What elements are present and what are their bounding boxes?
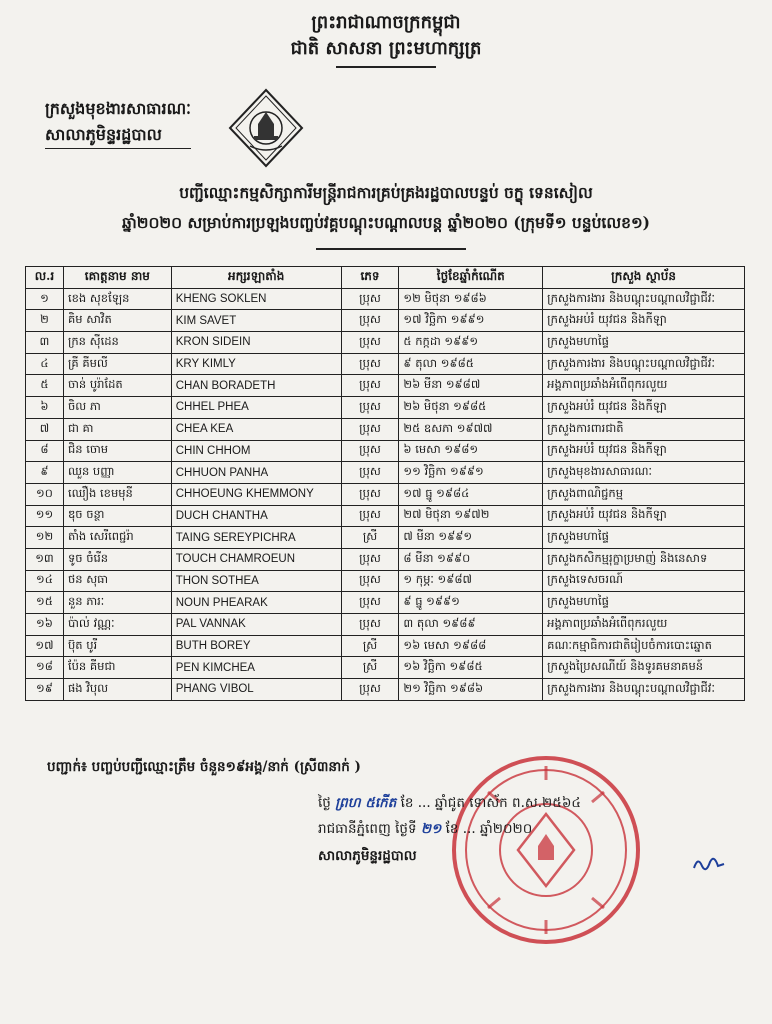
table-row bbox=[26, 614, 745, 636]
gender-cell: ប្រុស bbox=[341, 679, 399, 701]
table-row bbox=[26, 527, 745, 549]
row-number-cell: ៧ bbox=[26, 418, 64, 440]
birthdate-cell: ១៧ ធ្នូ ១៩៨៤ bbox=[399, 483, 543, 505]
latin-name-cell: NOUN PHEARAK bbox=[171, 592, 341, 614]
lunar-date-rest: ខែ ... ឆ្នាំជូត ទោស័ក ព.ស.២៥៦៤ bbox=[400, 795, 581, 811]
table-row bbox=[26, 310, 745, 332]
latin-name-cell: CHIN CHHOM bbox=[171, 440, 341, 462]
gender-cell: ប្រុស bbox=[341, 353, 399, 375]
row-number-cell: ៤ bbox=[26, 353, 64, 375]
birthdate-cell: ៧ មីនា ១៩៩១ bbox=[399, 527, 543, 549]
birthdate-cell: ៣ តុលា ១៩៨៩ bbox=[399, 614, 543, 636]
ministry-cell: ក្រសួងមហាផ្ទៃ bbox=[543, 592, 745, 614]
row-number-cell: ២ bbox=[26, 310, 64, 332]
khmer-name-cell: ចិល ភា bbox=[63, 397, 171, 419]
row-number-cell: ៦ bbox=[26, 397, 64, 419]
gender-cell: ស្រី bbox=[341, 635, 399, 657]
title-divider bbox=[316, 248, 466, 250]
table-row bbox=[26, 592, 745, 614]
latin-name-cell: CHHOEUNG KHEMMONY bbox=[171, 483, 341, 505]
row-number-cell: ១៧ bbox=[26, 635, 64, 657]
row-number-cell: ១៤ bbox=[26, 570, 64, 592]
ministry-cell: ក្រសួងការងារ និងបណ្តុះបណ្តាលវិជ្ជាជីវៈ bbox=[543, 288, 745, 310]
lunar-date-line bbox=[318, 794, 581, 814]
lunar-date-label: ថ្ងៃ bbox=[318, 795, 331, 811]
gender-cell: ប្រុស bbox=[341, 592, 399, 614]
ministry-cell: ក្រសួងពាណិជ្ជកម្ម bbox=[543, 483, 745, 505]
signatory-institution: សាលាភូមិន្ទរដ្ឋបាល bbox=[318, 848, 417, 864]
birthdate-cell: ២១ វិច្ឆិកា ១៩៨៦ bbox=[399, 679, 543, 701]
latin-name-cell: TOUCH CHAMROEUN bbox=[171, 548, 341, 570]
gender-cell: ប្រុស bbox=[341, 440, 399, 462]
birthdate-cell: ៩ តុលា ១៩៨៥ bbox=[399, 353, 543, 375]
latin-name-cell: KHENG SOKLEN bbox=[171, 288, 341, 310]
khmer-name-cell: ថន សុធា bbox=[63, 570, 171, 592]
gender-cell: ប្រុស bbox=[341, 288, 399, 310]
latin-name-cell: TAING SEREYPICHRA bbox=[171, 527, 341, 549]
khmer-name-cell: ឈឿង ខេមមុនី bbox=[63, 483, 171, 505]
khmer-name-cell: ខេង សុខឡែន bbox=[63, 288, 171, 310]
khmer-name-cell: ឈួន បញ្ញា bbox=[63, 462, 171, 484]
khmer-name-cell: ផង វិបុល bbox=[63, 679, 171, 701]
latin-name-cell: DUCH CHANTHA bbox=[171, 505, 341, 527]
ministry-cell: ក្រសួងមហាផ្ទៃ bbox=[543, 527, 745, 549]
gender-cell: ប្រុស bbox=[341, 418, 399, 440]
latin-name-cell: CHHUON PANHA bbox=[171, 462, 341, 484]
table-row bbox=[26, 505, 745, 527]
khmer-name-cell: ប៊ុត បូរី bbox=[63, 635, 171, 657]
table-body bbox=[26, 288, 745, 700]
ministry-cell: អង្គភាពប្រឆាំងអំពើពុករលួយ bbox=[543, 614, 745, 636]
latin-name-cell: KIM SAVET bbox=[171, 310, 341, 332]
latin-name-cell: CHEA KEA bbox=[171, 418, 341, 440]
khmer-name-cell: គិម សាវិត bbox=[63, 310, 171, 332]
khmer-name-cell: នួន ភារៈ bbox=[63, 592, 171, 614]
ministry-cell: ក្រសួងការងារ និងបណ្តុះបណ្តាលវិជ្ជាជីវៈ bbox=[543, 679, 745, 701]
khmer-name-cell: ទូច ចំរើន bbox=[63, 548, 171, 570]
col-header-latin-name: អក្សរឡាតាំង bbox=[171, 267, 341, 289]
birthdate-cell: ១១ វិច្ឆិកា ១៩៩១ bbox=[399, 462, 543, 484]
trainee-table bbox=[25, 266, 745, 701]
row-number-cell: ១១ bbox=[26, 505, 64, 527]
row-number-cell: ៣ bbox=[26, 332, 64, 354]
table-row bbox=[26, 548, 745, 570]
table-row bbox=[26, 570, 745, 592]
gender-cell: ប្រុស bbox=[341, 462, 399, 484]
birthdate-cell: ៩ ធ្នូ ១៩៩១ bbox=[399, 592, 543, 614]
ministry-cell: ក្រសួងអប់រំ យុវជន និងកីឡា bbox=[543, 440, 745, 462]
col-header-khmer-name: គោត្តនាម នាម bbox=[63, 267, 171, 289]
issuing-authority bbox=[45, 96, 191, 149]
row-number-cell: ១២ bbox=[26, 527, 64, 549]
col-header-number: ល.រ bbox=[26, 267, 64, 289]
khmer-name-cell: ឌុច ចន្ថា bbox=[63, 505, 171, 527]
latin-name-cell: PHANG VIBOL bbox=[171, 679, 341, 701]
khmer-name-cell: ប៉ែន គីមជា bbox=[63, 657, 171, 679]
table-row bbox=[26, 440, 745, 462]
khmer-name-cell: តាំង សេរីពេជ្ជរ៉ា bbox=[63, 527, 171, 549]
table-header-row bbox=[26, 267, 745, 289]
solar-date-rest: ខែ ... ឆ្នាំ២០២០ bbox=[445, 821, 533, 837]
gender-cell: ស្រី bbox=[341, 527, 399, 549]
row-number-cell: ១៦ bbox=[26, 614, 64, 636]
ministry-cell: ក្រសួងមុខងារសាធារណៈ bbox=[543, 462, 745, 484]
row-number-cell: ៨ bbox=[26, 440, 64, 462]
ministry-name: ក្រសួងមុខងារសាធារណៈ bbox=[45, 99, 191, 118]
list-note: បញ្ជាក់៖ បញ្ចប់បញ្ជីឈ្មោះត្រឹម ចំនួន១៩អង្គ/នាក់ (ស្រី៣នាក់ ) bbox=[47, 759, 361, 775]
lunar-date-handwritten: ព្រហ ៥កើត bbox=[335, 795, 397, 811]
table-row bbox=[26, 288, 745, 310]
ministry-cell: ក្រសួងអប់រំ យុវជន និងកីឡា bbox=[543, 505, 745, 527]
birthdate-cell: ១៦ វិច្ឆិកា ១៩៨៥ bbox=[399, 657, 543, 679]
table-row bbox=[26, 353, 745, 375]
solar-date-handwritten: ២១ bbox=[420, 821, 442, 837]
official-seal-icon bbox=[445, 752, 644, 948]
handwritten-initial-icon bbox=[690, 852, 730, 876]
khmer-name-cell: ចាន់ បូរ៉ាដែត bbox=[63, 375, 171, 397]
school-name: សាលាភូមិន្ទរដ្ឋបាល bbox=[45, 122, 191, 149]
latin-name-cell: CHAN BORADETH bbox=[171, 375, 341, 397]
col-header-birthdate: ថ្ងៃខែឆ្នាំកំណើត bbox=[399, 267, 543, 289]
table-row bbox=[26, 635, 745, 657]
birthdate-cell: ១ កុម្ភៈ ១៩៨៧ bbox=[399, 570, 543, 592]
ministry-cell: ក្រសួងអប់រំ យុវជន និងកីឡា bbox=[543, 397, 745, 419]
solar-date-line bbox=[318, 820, 532, 840]
table-row bbox=[26, 332, 745, 354]
ministry-cell: គណៈកម្មាធិការជាតិរៀបចំការបោះឆ្នោត bbox=[543, 635, 745, 657]
gender-cell: ប្រុស bbox=[341, 505, 399, 527]
gender-cell: ប្រុស bbox=[341, 332, 399, 354]
khmer-name-cell: ជិន ចោម bbox=[63, 440, 171, 462]
latin-name-cell: THON SOTHEA bbox=[171, 570, 341, 592]
latin-name-cell: BUTH BOREY bbox=[171, 635, 341, 657]
birthdate-cell: ២៧ មិថុនា ១៩៧២ bbox=[399, 505, 543, 527]
latin-name-cell: PAL VANNAK bbox=[171, 614, 341, 636]
row-number-cell: ៥ bbox=[26, 375, 64, 397]
table-row bbox=[26, 657, 745, 679]
col-header-gender: ភេទ bbox=[341, 267, 399, 289]
birthdate-cell: ៨ មីនា ១៩៩០ bbox=[399, 548, 543, 570]
birthdate-cell: ២៦ មិថុនា ១៩៨៥ bbox=[399, 397, 543, 419]
gender-cell: ប្រុស bbox=[341, 310, 399, 332]
gender-cell: ប្រុស bbox=[341, 375, 399, 397]
title-line-2: ឆ្នាំ២០២០ សម្រាប់ការប្រឡងបញ្ចប់វគ្គបណ្តុះបណ្តាលបន្ត ឆ្នាំ២០២០ (ក្រុមទី១ បន្ទប់លេខ១) bbox=[121, 213, 651, 232]
table-row bbox=[26, 397, 745, 419]
national-motto: ជាតិ សាសនា ព្រះមហាក្សត្រ bbox=[290, 38, 482, 59]
solar-date-label: រាជធានីភ្នំពេញ ថ្ងៃទី bbox=[318, 821, 417, 837]
row-number-cell: ១៥ bbox=[26, 592, 64, 614]
khmer-name-cell: ប៉ាល់ វណ្ណៈ bbox=[63, 614, 171, 636]
ministry-cell: ក្រសួងអប់រំ យុវជន និងកីឡា bbox=[543, 310, 745, 332]
motto-divider bbox=[336, 66, 436, 68]
row-number-cell: ៩ bbox=[26, 462, 64, 484]
row-number-cell: ១០ bbox=[26, 483, 64, 505]
row-number-cell: ១៨ bbox=[26, 657, 64, 679]
kingdom-heading: ព្រះរាជាណាចក្រកម្ពុជា bbox=[311, 12, 461, 33]
row-number-cell: ១៩ bbox=[26, 679, 64, 701]
birthdate-cell: ២៥ ឧសភា ១៩៧៧ bbox=[399, 418, 543, 440]
latin-name-cell: KRON SIDEIN bbox=[171, 332, 341, 354]
school-emblem-icon bbox=[228, 88, 304, 168]
khmer-name-cell: ជា គា bbox=[63, 418, 171, 440]
ministry-cell: ក្រសួងការងារ និងបណ្តុះបណ្តាលវិជ្ជាជីវៈ bbox=[543, 353, 745, 375]
khmer-name-cell: ក្រន ស៊ីដេន bbox=[63, 332, 171, 354]
birthdate-cell: ១៧ វិច្ឆិកា ១៩៩១ bbox=[399, 310, 543, 332]
col-header-ministry: ក្រសួង ស្ថាប័ន bbox=[543, 267, 745, 289]
birthdate-cell: ២៦ មីនា ១៩៨៧ bbox=[399, 375, 543, 397]
row-number-cell: ១ bbox=[26, 288, 64, 310]
table-row bbox=[26, 462, 745, 484]
row-number-cell: ១៣ bbox=[26, 548, 64, 570]
ministry-cell: ក្រសួងការពារជាតិ bbox=[543, 418, 745, 440]
gender-cell: ប្រុស bbox=[341, 397, 399, 419]
khmer-name-cell: គ្រី គីមលី bbox=[63, 353, 171, 375]
document-title bbox=[20, 178, 752, 238]
ministry-cell: ក្រសួងប្រៃសណីយ៍ និងទូរគមនាគមន៍ bbox=[543, 657, 745, 679]
birthdate-cell: ៥ កក្កដា ១៩៩១ bbox=[399, 332, 543, 354]
gender-cell: ប្រុស bbox=[341, 614, 399, 636]
table-row bbox=[26, 679, 745, 701]
latin-name-cell: KRY KIMLY bbox=[171, 353, 341, 375]
gender-cell: ប្រុស bbox=[341, 570, 399, 592]
gender-cell: ស្រី bbox=[341, 657, 399, 679]
ministry-cell: ក្រសួងមហាផ្ទៃ bbox=[543, 332, 745, 354]
table-row bbox=[26, 483, 745, 505]
latin-name-cell: CHHEL PHEA bbox=[171, 397, 341, 419]
birthdate-cell: ១៦ មេសា ១៩៨៨ bbox=[399, 635, 543, 657]
ministry-cell: ក្រសួងកសិកម្មរុក្ខាប្រមាញ់ និងនេសាទ bbox=[543, 548, 745, 570]
ministry-cell: ក្រសួងទេសចរណ៍ bbox=[543, 570, 745, 592]
gender-cell: ប្រុស bbox=[341, 483, 399, 505]
title-line-1: បញ្ជីឈ្មោះកម្មសិក្សាការីមន្ត្រីរាជការគ្រប់គ្រងរដ្ឋបាលបន្ទប់ ចក្ខុ ទេនសៀល bbox=[179, 183, 593, 202]
gender-cell: ប្រុស bbox=[341, 548, 399, 570]
table-row bbox=[26, 418, 745, 440]
table-row bbox=[26, 375, 745, 397]
birthdate-cell: ១២ មិថុនា ១៩៨៦ bbox=[399, 288, 543, 310]
birthdate-cell: ៦ មេសា ១៩៨១ bbox=[399, 440, 543, 462]
ministry-cell: អង្គភាពប្រឆាំងអំពើពុករលួយ bbox=[543, 375, 745, 397]
latin-name-cell: PEN KIMCHEA bbox=[171, 657, 341, 679]
